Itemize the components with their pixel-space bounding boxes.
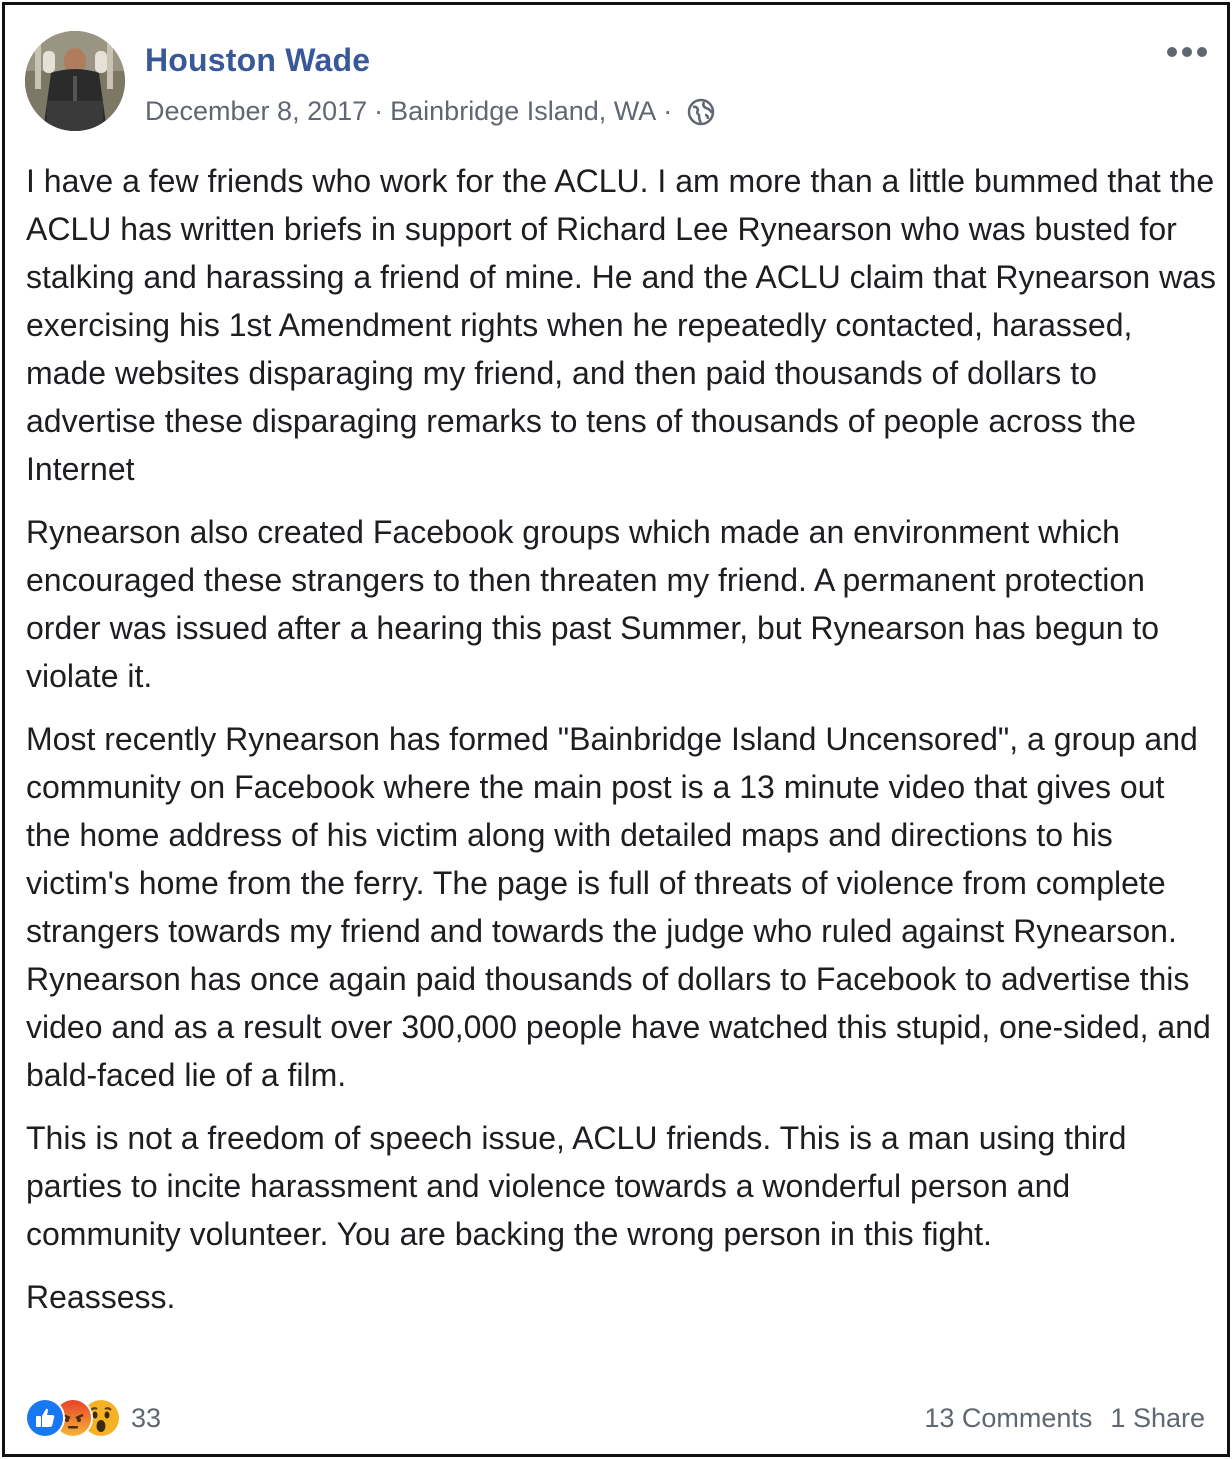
comments-link[interactable]: 13 Comments: [924, 1402, 1093, 1433]
avatar[interactable]: [25, 31, 125, 131]
post-date[interactable]: December 8, 2017: [145, 96, 368, 126]
like-reaction-icon: [25, 1398, 65, 1438]
post-meta: [145, 96, 715, 127]
shares-link[interactable]: 1 Share: [1110, 1402, 1205, 1433]
post-card: [2, 2, 1230, 1457]
reaction-count: 33: [131, 1402, 162, 1433]
post-footer: [25, 1397, 1205, 1439]
meta-separator: ·: [374, 96, 384, 126]
avatar-photo: [25, 31, 125, 131]
post-paragraph: I have a few friends who work for the ACLU. I am more than a little bummed that the ACLU has written briefs in support of Richard Lee Rynearson who was busted for stalking and harassing a friend of mine. He and the ACLU claim that Rynearson was exercising his 1st Amendment rights when he repeatedly contacted, harassed, made websites disparaging my friend, and then paid thousands of dollars to advertise these disparaging remarks to tens of thousands of people across the Internet: [26, 163, 1216, 487]
globe-icon[interactable]: [687, 98, 715, 126]
reaction-summary[interactable]: [25, 1397, 161, 1439]
meta-separator: ·: [663, 96, 673, 126]
post-paragraph: Reassess.: [26, 1279, 176, 1315]
post-body: [26, 157, 1216, 1336]
post-location[interactable]: Bainbridge Island, WA: [390, 96, 657, 126]
more-options-icon[interactable]: [1167, 42, 1207, 62]
author-name[interactable]: Houston Wade: [145, 42, 371, 78]
post-paragraph: Rynearson also created Facebook groups which made an environment which encouraged these strangers to then threaten my friend. A permanent protection order was issued after a hearing this past Summer, but Rynearson has begun to violate it.: [26, 514, 1160, 694]
dot: [1182, 47, 1192, 57]
dot: [1167, 47, 1177, 57]
post-paragraph: This is not a freedom of speech issue, ACLU friends. This is a man using third parties to incite harassment and violence towards a wonderful person and community volunteer. You are backing the wrong person in this fight.: [26, 1120, 1127, 1252]
post-stats: [924, 1397, 1205, 1439]
post-header: [25, 30, 1207, 140]
dot: [1197, 47, 1207, 57]
post-paragraph: Most recently Rynearson has formed "Bainbridge Island Uncensored", a group and community on Facebook where the main post is a 13 minute video that gives out the home address of his victim along with detailed maps and directions to his victim's home from the ferry. The page is full of threats of violence from complete strangers towards my friend and towards the judge who ruled against Rynearson. Rynearson has once again paid thousands of dollars to Facebook to advertise this video and as a result over 300,000 people have watched this stupid, one-sided, and bald-faced lie of a film.: [26, 721, 1211, 1093]
